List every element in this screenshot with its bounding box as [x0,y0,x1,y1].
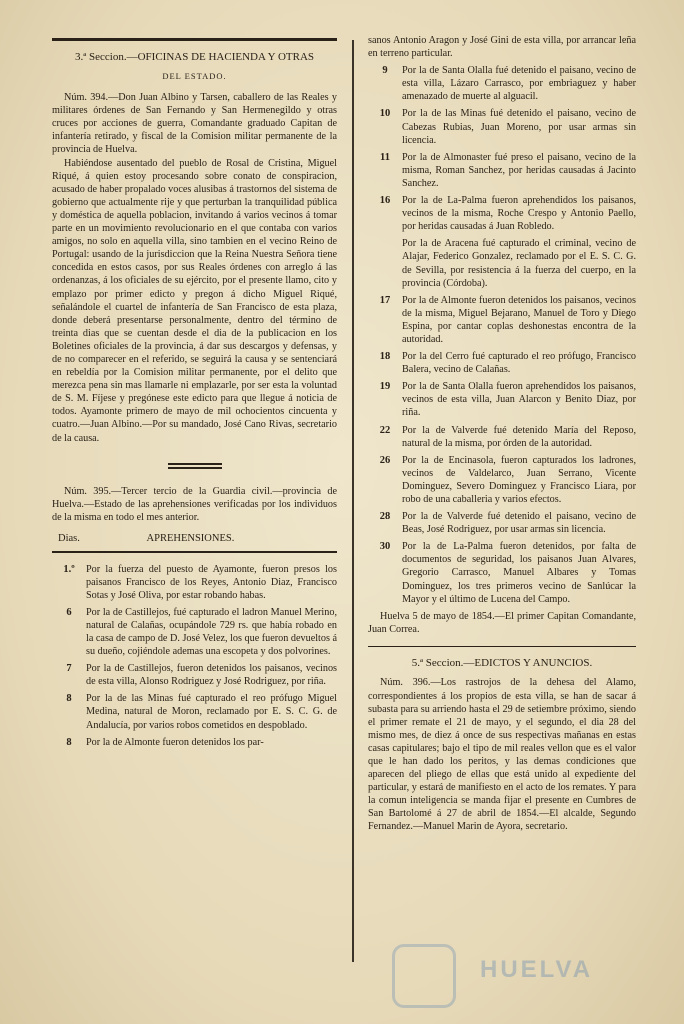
table-header [52,532,337,545]
column-divider [352,40,354,962]
section-3-title: 3.ª Seccion.—OFICINAS DE HACIENDA Y OTRAS [74,51,315,63]
entry-text: Por la de Castillejos, fueron detenidos los paisanos, vecinos de esta villa, Alonso Rodriguez y José Rodriguez, por riña. [86,663,337,688]
dias-label: Dias. [58,532,80,544]
signature-line: Huelva 5 de mayo de 1854.—El primer Capitan Comandante, Juan Correa. [368,610,636,635]
entry-text: Por la de las Minas fué detenido el paisano, vecino de Cabezas Rubias, Juan Moreno, por usar armas sin licencia. [402,108,636,146]
list-item [52,606,337,658]
entry-day: 26 [379,454,391,466]
notice-396-body: Núm. 396.—Los rastrojos de la dehesa del Alamo, correspondientes á los propios de esta villa, se han de sacar á subasta para su arriendo hasta el 29 de setiembre próximo, siendo el primer remate el 21 de mayo, y el segundo, el dia 28 del mismo mes, de diez á once de sus respectivas mañanas en estas casas capitulares; bajo el tipo de mil reales vellon que es el valor que le han dado los peritos, y las demas condiciones que aparecen del pliego de ellas que está unido al expediente del particular, y estará de manifiesto en el acto de los remates. Y para la comun inteligencia se manda fijar el presente en Cumbres de San Bartolomé á 27 de abril de 1854.—El alcalde, Segundo Fernandez.—Manuel Marin de Ayora, secretario. [368,677,636,833]
entry-day: 30 [379,541,391,553]
entry-day: 19 [379,381,391,393]
notice-394-body: Habiéndose ausentado del pueblo de Rosal de Cristina, Miguel Riqué, á quien estoy procesando sobre conato de conspiracion, acusado de haber propalado voces alusibas á trastornos del sistema de gobierno que actualmente rije y que perturban la tranquilidad pública y doméstica de aquella poblacion, invitando á varios vecinos á tomar parte en un movimiento revolucionario en el que contaba con varios amigos, no solo en aquella villa, sino tambien en el vecino Reino de Portugal: usando de la jurisdiccion que la Reina Nuestra Señora tiene concedida en estos casos, por sus Reales órdenes con arreglo á las ordenanzas, á los oficiales de su ejército, por el presente llamo, cito y emplazo por primer edicto y pregon á dicho Miguel Riqué, señalándole el cuartel de infantería de San Francisco de esta plaza, donde deberá presentarse personalmente, dentro del término de treinta dias que se cuentan desde el dia de la publicacion en los Boletines oficiales de la provincia, á dar sus descargos y defensas, y de no comparecer en el referido, se seguirá la causa y se sentenciará en rebeldía por la Comision militar permanente, por el delito que merezca pena sin mas llamarle ni emplazarle, por ser esta la voluntad de S. M. Fíjese y pregónese este edicto para que llegue á noticia de todos. Ayamonte primero de mayo de mil ochocientos cincuenta y cuatro.—Juan Albino.—Por su mandado, José Cano Rivas, secretario de la causa. [52,157,337,444]
entry-text: Por la de La-Palma fueron aprehendidos los paisanos, vecinos de la misma, Roche Crespo y Antonio Paello, por heridas causadas á Juan Robledo. [402,195,636,233]
entry-text: Por la de Almonte fueron detenidos los paisanos, vecinos de la misma, Miguel Bejarano, Manuel de Toro y Diego Espina, por cantar coplas deshonestas encontra de la autoridad. [402,294,636,345]
entry-text: Por la de Almonte fueron detenidos los par- [86,736,264,748]
list-item [368,454,636,506]
section-rule [368,646,636,648]
notice-394-heading: Núm. 394.—Don Juan Albino y Tarsen, caballero de las Reales y militares órdenes de San Fernando y San Hermenegildo y otras cruces por acciones de guerra, Comandante graduado Capitan de infantería retirado, y fiscal de la Comision militar permanente de la provincia de Huelva. [52,92,337,156]
entry-text: Por la de Aracena fué capturado el criminal, vecino de Alajar, Federico Gonzalez, reclamado por el E. S. C. G. de Sevilla, por resistencia á la fuerza del cuerpo, en la provincia (Córdoba). [402,238,636,289]
entry-day: 1.º [63,563,75,575]
library-seal-icon [392,944,456,1008]
entry-day: 10 [379,108,391,120]
table-rule [52,551,337,553]
entry-text: Por la fuerza del puesto de Ayamonte, fueron presos los paisanos Francisco de los Reyes, Antonio Diaz, Francisco Sotas y José Oliva, por estar robando habas. [86,563,337,601]
list-item [368,151,636,190]
list-item [368,350,636,376]
list-item [368,294,636,346]
entry-day: 18 [379,351,391,363]
entry-text: Por la del Cerro fué capturado el reo prófugo, Francisco Balera, vecino de Calañas. [402,351,636,376]
right-column [368,34,636,834]
section-5-title: 5.ª Seccion.—EDICTOS Y ANUNCIOS. [411,657,593,670]
list-item [368,64,636,103]
entry-day [368,237,402,289]
list-item [368,237,636,289]
entry-day: 16 [379,195,391,207]
list-item [52,662,337,688]
list-item [368,107,636,146]
entry-text: Por la de Almonaster fué preso el paisano, vecino de la misma, Roman Sanchez, por heridas causadas á Jacinto Sanchez. [402,151,636,189]
entry-day: 11 [380,151,390,163]
section-3-subtitle: DEL ESTADO. [162,71,227,81]
list-item [368,194,636,233]
continued-text: sanos Antonio Aragon y José Gini de esta villa, por arrancar leña en terreno particular. [368,35,636,60]
aprehensiones-label: APREHENSIONES. [146,532,235,544]
entry-day: 8 [66,736,72,748]
notice-395-heading: Núm. 395.—Tercer tercio de la Guardia civil.—provincia de Huelva.—Estado de las aprehensiones verificadas por los individuos de la misma en todo el mes anterior. [52,485,337,523]
ornament-divider [168,463,222,469]
watermark-text: HUELVA [480,956,594,983]
entry-text: Por la de Santa Olalla fueron aprehendidos los paisanos, vecinos de esta villa, Juan Alarcon y Benito Diaz, por riña. [402,381,636,419]
entry-day: 9 [382,65,388,77]
top-rule [52,38,337,41]
list-item [368,380,636,419]
list-item [368,540,636,605]
entry-day: 17 [379,294,391,306]
entry-text: Por la de Encinasola, fueron capturados los ladrones, vecinos de Valdelarco, Juan Serrano, Vicente Dominguez, Severo Dominguez y Francisco Liara, por robo de una caballeria y varios efectos. [402,454,636,505]
list-item [52,563,337,602]
entry-text: Por la de Castillejos, fué capturado el ladron Manuel Merino, natural de Calañas, ocupándole 729 rs. que había robado en la casa de campo de D. José Velez, los que fueron devueltos á su dueño, cojiéndole ademas una escopeta y dos polvorines. [86,606,338,658]
left-column [52,34,337,749]
list-item [52,736,337,749]
entry-day: 6 [66,606,72,618]
entry-day: 7 [66,663,72,675]
list-item [52,692,337,731]
entry-text: Por la de Valverde fué detenido María del Reposo, natural de la misma, por órden de la autoridad. [402,424,636,449]
entry-text: Por la de Santa Olalla fué detenido el paisano, vecino de esta villa, Lázaro Carrasco, por embriaguez y haber amenazado de muerte al alguacil. [402,65,636,103]
entry-text: Por la de las Minas fué capturado el reo prófugo Miguel Medina, natural de Moron, reclamado por E. S. C. G. de Andalucía, por varios robos cometidos en despoblado. [86,693,337,731]
entry-text: Por la de La-Palma fueron detenidos, por falta de documentos de seguridad, los paisanos Juan Alvares, Gregorio Carrasco, Manuel Albares y Tomas Dominguez, los tres primeros vecino de Sanlúcar la Mayor y el último de Lucena del Campo. [402,541,636,605]
entry-day: 22 [379,424,391,436]
list-item [368,510,636,536]
list-item [368,424,636,450]
entry-text: Por la de Valverde fué detenido el paisano, vecino de Beas, José Rodriguez, por usar armas sin licencia. [402,511,636,536]
entry-day: 8 [66,693,72,705]
entry-day: 28 [379,511,391,523]
